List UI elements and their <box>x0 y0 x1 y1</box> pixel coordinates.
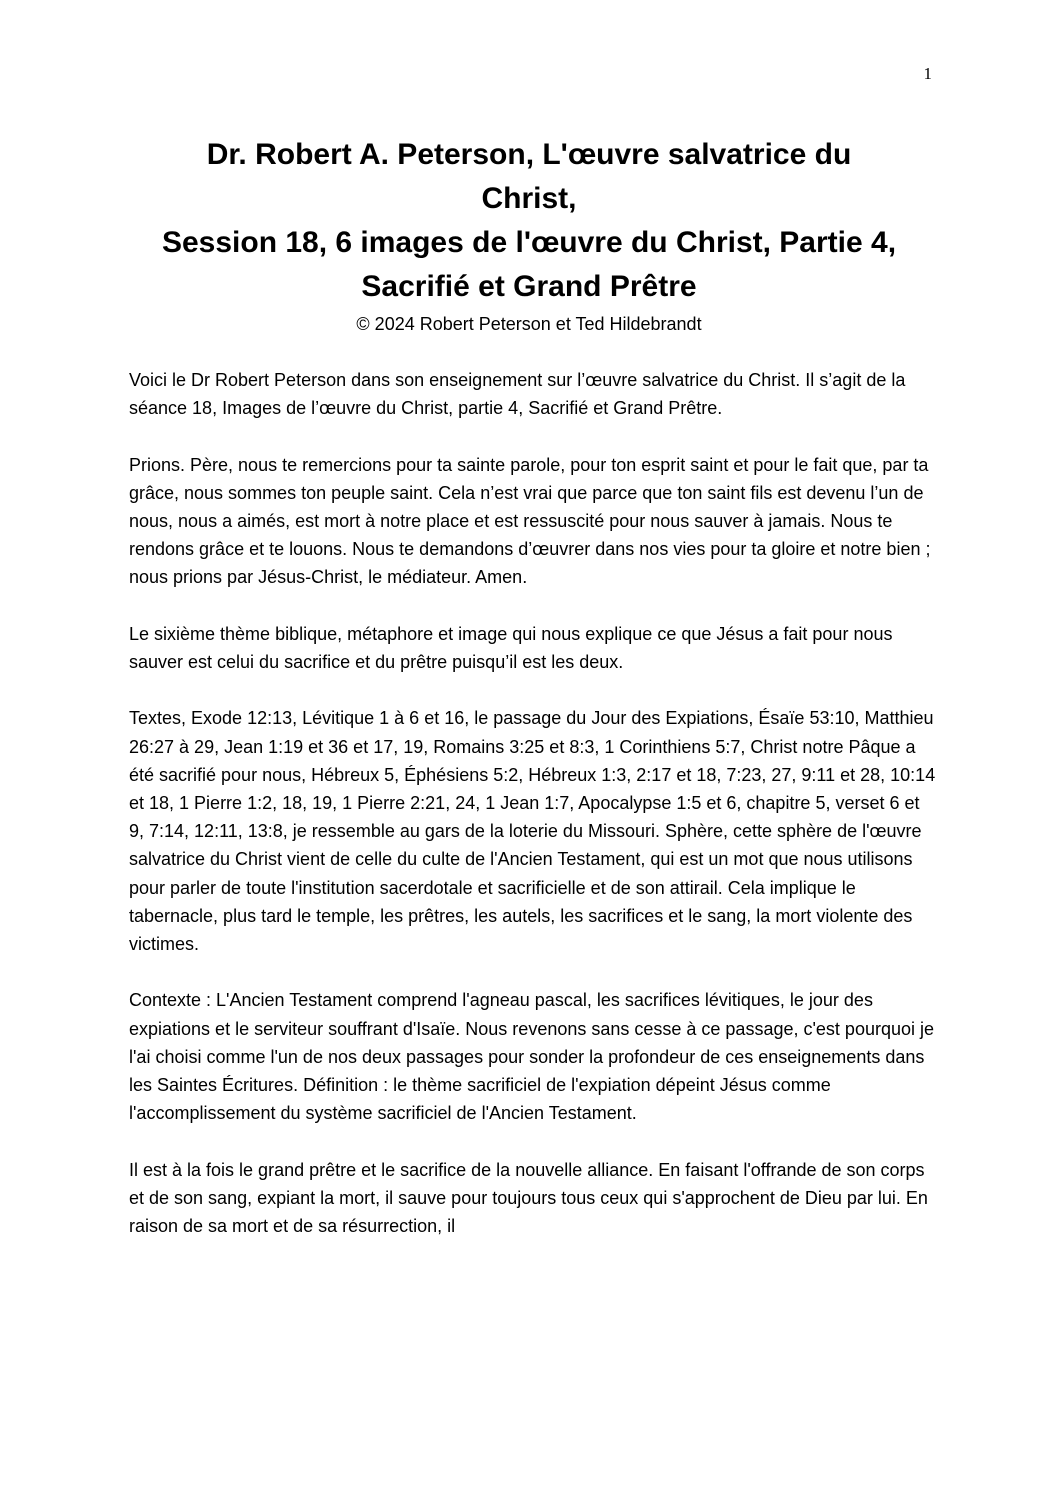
paragraph-theme: Le sixième thème biblique, métaphore et image qui nous explique ce que Jésus a fait pour nous sauver est celui du sacrifice et du prêtre puisqu’il est les deux. <box>129 623 893 672</box>
body-text <box>129 366 939 1268</box>
title-block <box>100 133 958 337</box>
paragraph-context: Contexte : L'Ancien Testament comprend l'agneau pascal, les sacrifices lévitiques, le jour des expiations et le serviteur souffrant d'Isaïe. Nous revenons sans cesse à ce passage, c'est pourquoi je l'ai choisi comme l'un de nos deux passages pour sonder la profondeur de ces enseignements dans les Saintes Écritures. Définition : le thème sacrificiel de l'expiation dépeint Jésus comme l'accomplissement du système sacrificiel de l'Ancien Testament. <box>129 990 934 1124</box>
paragraph-intro: Voici le Dr Robert Peterson dans son enseignement sur l’œuvre salvatrice du Christ. Il s’agit de la séance 18, Images de l’œuvre du Christ, partie 4, Sacrifié et Grand Prêtre. <box>129 370 906 419</box>
paragraph-texts: Textes, Exode 12:13, Lévitique 1 à 6 et 16, le passage du Jour des Expiations, Ésaïe 53:10, Matthieu 26:27 à 29, Jean 1:19 et 36 et 17, 19, Romains 3:25 et 8:3, 1 Corinthiens 5:7, Christ notre Pâque a été sacrifié pour nous, Hébreux 5, Éphésiens 5:2, Hébreux 1:3, 2:17 et 18, 7:23, 27, 9:11 et 28, 10:14 et 18, 1 Pierre 1:2, 18, 19, 1 Pierre 2:21, 24, 1 Jean 1:7, Apocalypse 1:5 et 6, chapitre 5, verset 6 et 9, 7:14, 12:11, 13:8, je ressemble au gars de la loterie du Missouri. Sphère, cette sphère de l'œuvre salvatrice du Christ vient de celle du culte de l'Ancien Testament, qui est un mot que nous utilisons pour parler de toute l'institution sacerdotale et sacrificielle et de son attirail. Cela implique le tabernacle, plus tard le temple, les prêtres, les autels, les sacrifices et le sang, la mort violente des victimes. <box>129 708 936 955</box>
paragraph-priest-sacrifice: Il est à la fois le grand prêtre et le sacrifice de la nouvelle alliance. En faisant l'offrande de son corps et de son sang, expiant la mort, il sauve pour toujours tous ceux qui s'approchent de Dieu par lui. En raison de sa mort et de sa résurrection, il <box>129 1159 928 1237</box>
page-number: 1 <box>923 64 932 83</box>
title-line-4: Sacrifié et Grand Prêtre <box>361 270 697 303</box>
copyright-notice: © 2024 Robert Peterson et Ted Hildebrandt <box>356 314 702 334</box>
title-line-1: Dr. Robert A. Peterson, L'œuvre salvatrice du <box>206 138 852 171</box>
title-line-3: Session 18, 6 images de l'œuvre du Christ, Partie 4, <box>161 226 897 259</box>
paragraph-prayer: Prions. Père, nous te remercions pour ta sainte parole, pour ton esprit saint et pour le fait que, par ta grâce, nous sommes ton peuple saint. Cela n’est vrai que parce que ton saint fils est devenu l’un de nous, nous a aimés, est mort à notre place et est ressuscité pour nous sauver à jamais. Nous te rendons grâce et te louons. Nous te demandons d’œuvrer dans nos vies pour ta gloire et notre bien ; nous prions par Jésus-Christ, le médiateur. Amen. <box>129 454 931 588</box>
title-line-2: Christ, <box>481 182 577 215</box>
